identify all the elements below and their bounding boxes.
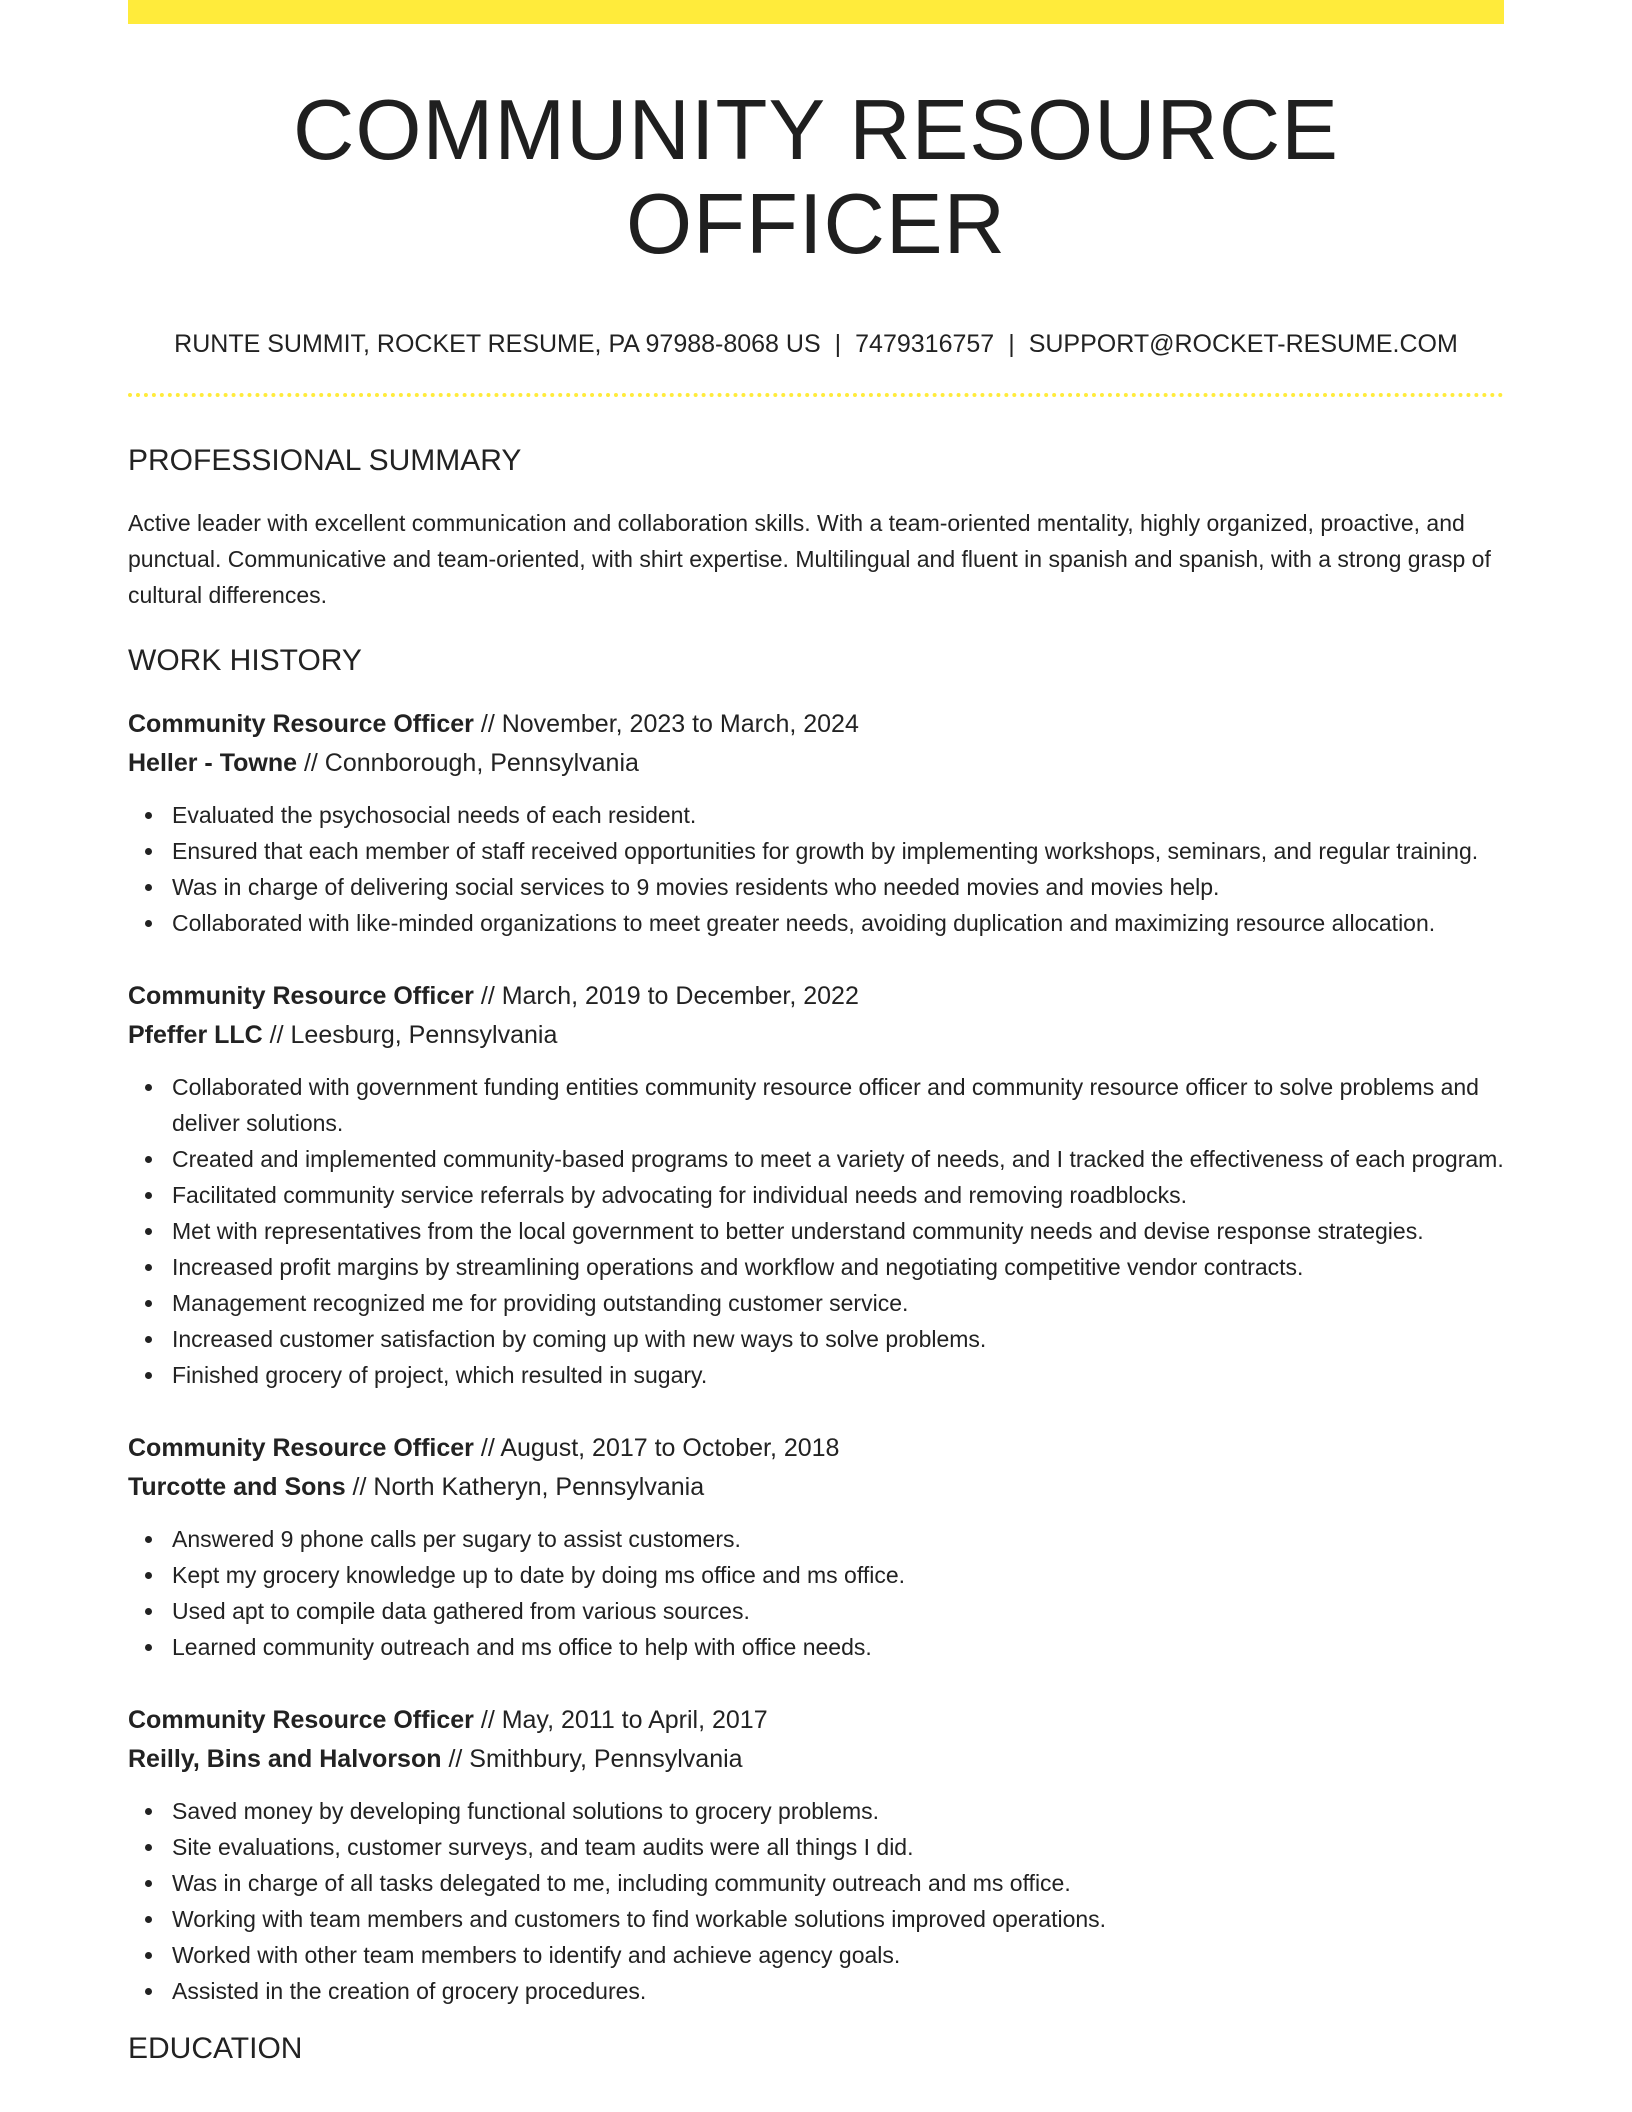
contact-separator: | (834, 330, 842, 358)
contact-email[interactable]: SUPPORT@ROCKET-RESUME.COM (1028, 330, 1458, 358)
job-dates: // May, 2011 to April, 2017 (473, 1706, 768, 1734)
job-company: Heller - Towne (128, 749, 298, 777)
job-role: Community Resource Officer (128, 1706, 474, 1734)
summary-heading: PROFESSIONAL SUMMARY (128, 444, 522, 477)
job-company-line (128, 1016, 1504, 1055)
job-location: // Leesburg, Pennsylvania (262, 1021, 558, 1049)
contact-phone[interactable]: 7479316757 (855, 330, 995, 358)
job-role: Community Resource Officer (128, 710, 474, 738)
job-entry (128, 1701, 1504, 2009)
contact-separator: | (1008, 330, 1015, 358)
job-bullet-list (128, 1069, 1504, 1393)
contact-line (128, 329, 1504, 359)
job-bullet: Collaborated with government funding entities community resource officer and community resource officer to solve problems and deliver solutions. (172, 1069, 1504, 1141)
job-bullet: Learned community outreach and ms office to help with office needs. (172, 1629, 1504, 1665)
job-location: // Connborough, Pennsylvania (297, 749, 639, 777)
job-title-line (128, 977, 1504, 1016)
job-bullet: Was in charge of delivering social services to 9 movies residents who needed movies and movies help. (172, 869, 1504, 905)
job-bullet: Saved money by developing functional solutions to grocery problems. (172, 1793, 1504, 1829)
job-entry (128, 1429, 1504, 1665)
job-bullet: Worked with other team members to identify and achieve agency goals. (172, 1937, 1504, 1973)
job-title-line (128, 1429, 1504, 1468)
contact-address: RUNTE SUMMIT, ROCKET RESUME, PA 97988-8068 US (174, 330, 821, 358)
job-title-line (128, 1701, 1504, 1740)
resume-title: COMMUNITY RESOURCE OFFICER (293, 83, 1339, 272)
job-bullet: Kept my grocery knowledge up to date by doing ms office and ms office. (172, 1557, 1504, 1593)
work-history-list (128, 705, 1504, 2009)
job-bullet-list (128, 797, 1504, 941)
job-entry (128, 705, 1504, 941)
job-bullet: Facilitated community service referrals by advocating for individual needs and removing roadblocks. (172, 1177, 1504, 1213)
accent-bar (128, 0, 1504, 24)
job-bullet: Site evaluations, customer surveys, and team audits were all things I did. (172, 1829, 1504, 1865)
job-bullet: Increased customer satisfaction by coming up with new ways to solve problems. (172, 1321, 1504, 1357)
education-heading: EDUCATION (128, 2032, 303, 2065)
job-bullet: Used apt to compile data gathered from various sources. (172, 1593, 1504, 1629)
job-bullet: Was in charge of all tasks delegated to me, including community outreach and ms office. (172, 1865, 1504, 1901)
job-role: Community Resource Officer (128, 982, 474, 1010)
job-location: // North Katheryn, Pennsylvania (345, 1473, 705, 1501)
summary-text: Active leader with excellent communication and collaboration skills. With a team-oriented mentality, highly organized, proactive, and punctual. Communicative and team-oriented, with shirt expertise. Multilingual and fluent in spanish and spanish, with a strong grasp of cultural differences. (128, 510, 1491, 608)
job-bullet-list (128, 1521, 1504, 1665)
job-bullet: Assisted in the creation of grocery procedures. (172, 1973, 1504, 2009)
job-bullet: Finished grocery of project, which resulted in sugary. (172, 1357, 1504, 1393)
job-company: Turcotte and Sons (128, 1473, 346, 1501)
job-bullet: Met with representatives from the local government to better understand community needs and devise response strategies. (172, 1213, 1504, 1249)
job-bullet: Answered 9 phone calls per sugary to assist customers. (172, 1521, 1504, 1557)
resume-page (128, 0, 1504, 2067)
job-role: Community Resource Officer (128, 1434, 474, 1462)
job-bullet: Created and implemented community-based programs to meet a variety of needs, and I tracked the effectiveness of each program. (172, 1141, 1504, 1177)
job-entry (128, 977, 1504, 1393)
job-title-line (128, 705, 1504, 744)
job-company-line (128, 744, 1504, 783)
job-location: // Smithbury, Pennsylvania (441, 1745, 743, 1773)
job-dates: // November, 2023 to March, 2024 (473, 710, 859, 738)
job-bullet: Working with team members and customers to find workable solutions improved operations. (172, 1901, 1504, 1937)
dotted-divider (128, 393, 1504, 397)
job-bullet: Collaborated with like-minded organizations to meet greater needs, avoiding duplication and maximizing resource allocation. (172, 905, 1504, 941)
job-bullet-list (128, 1793, 1504, 2009)
job-company: Reilly, Bins and Halvorson (128, 1745, 442, 1773)
job-bullet: Increased profit margins by streamlining operations and workflow and negotiating competitive vendor contracts. (172, 1249, 1504, 1285)
job-company: Pfeffer LLC (128, 1021, 263, 1049)
job-bullet: Evaluated the psychosocial needs of each resident. (172, 797, 1504, 833)
job-company-line (128, 1468, 1504, 1507)
job-dates: // August, 2017 to October, 2018 (473, 1434, 840, 1462)
work-history-heading: WORK HISTORY (128, 644, 362, 677)
job-bullet: Ensured that each member of staff received opportunities for growth by implementing workshops, seminars, and regular training. (172, 833, 1504, 869)
job-dates: // March, 2019 to December, 2022 (473, 982, 859, 1010)
job-company-line (128, 1740, 1504, 1779)
job-bullet: Management recognized me for providing outstanding customer service. (172, 1285, 1504, 1321)
